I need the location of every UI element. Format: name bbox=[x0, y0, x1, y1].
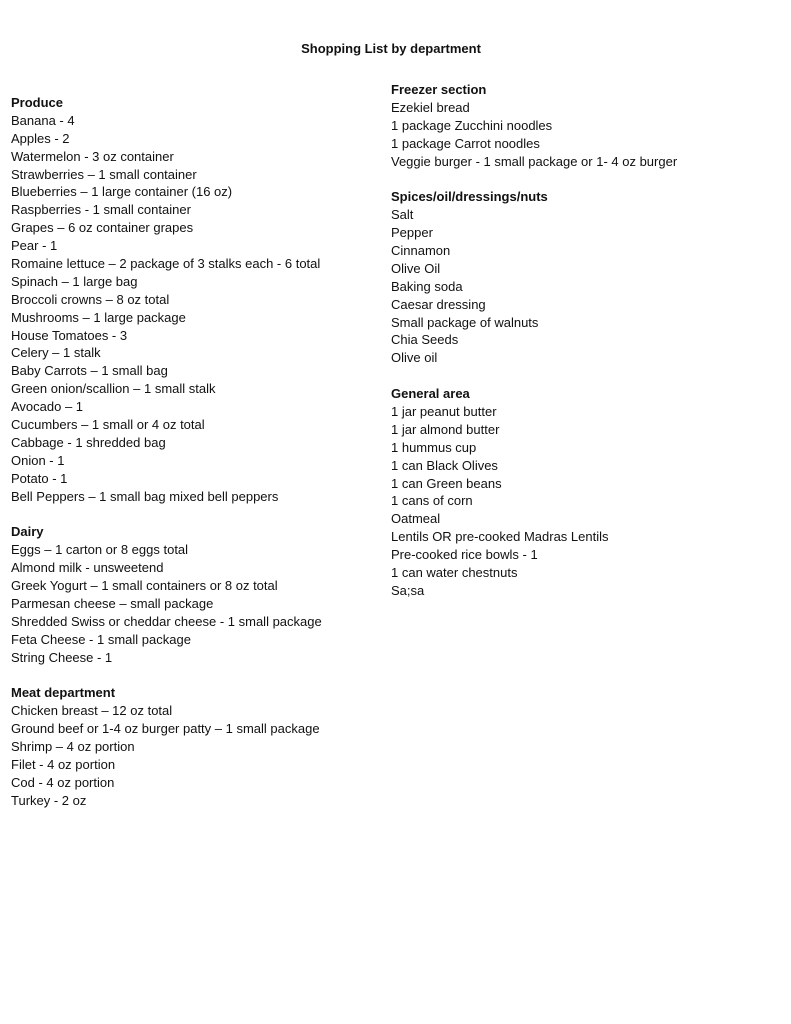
list-item: 1 package Zucchini noodles bbox=[391, 117, 553, 133]
right-column bbox=[391, 81, 761, 618]
list-item: Banana - 4 bbox=[11, 112, 75, 128]
list-item: Cinnamon bbox=[391, 243, 451, 259]
list-item: Watermelon - 3 oz container bbox=[11, 148, 174, 164]
list-item: Oatmeal bbox=[391, 511, 441, 527]
section-heading: Dairy bbox=[11, 524, 44, 540]
list-item: Pre-cooked rice bowls - 1 bbox=[391, 547, 538, 563]
list-item: String Cheese - 1 bbox=[11, 649, 113, 665]
list-item: Almond milk - unsweetend bbox=[11, 560, 164, 576]
list-item: 1 hummus cup bbox=[391, 439, 477, 455]
list-item: Pepper bbox=[391, 225, 433, 241]
section-freezer-section bbox=[391, 81, 761, 170]
list-item: Grapes – 6 oz container grapes bbox=[11, 220, 194, 236]
list-item: Baking soda bbox=[391, 278, 463, 294]
list-item: Shredded Swiss or cheddar cheese - 1 small package bbox=[11, 613, 322, 629]
list-item: 1 can water chestnuts bbox=[391, 565, 518, 581]
item-list bbox=[391, 206, 761, 367]
list-item: Chia Seeds bbox=[391, 332, 459, 348]
list-item: Apples - 2 bbox=[11, 130, 70, 146]
section-heading: Spices/oil/dressings/nuts bbox=[391, 189, 548, 205]
list-item: Raspberries - 1 small container bbox=[11, 202, 191, 218]
list-item: Small package of walnuts bbox=[391, 314, 539, 330]
list-item: Filet - 4 oz portion bbox=[11, 756, 116, 772]
item-list bbox=[11, 112, 381, 506]
list-item: Pear - 1 bbox=[11, 238, 58, 254]
section-produce bbox=[11, 94, 381, 505]
list-item: Broccoli crowns – 8 oz total bbox=[11, 291, 170, 307]
item-list bbox=[391, 99, 761, 171]
list-item: Mushrooms – 1 large package bbox=[11, 309, 186, 325]
list-item: Strawberries – 1 small container bbox=[11, 166, 197, 182]
item-list bbox=[11, 702, 381, 809]
section-dairy bbox=[11, 523, 381, 666]
list-item: Turkey - 2 oz bbox=[11, 792, 87, 808]
list-item: Cabbage - 1 shredded bag bbox=[11, 434, 166, 450]
list-item: Celery – 1 stalk bbox=[11, 345, 101, 361]
list-item: House Tomatoes - 3 bbox=[11, 327, 128, 343]
section-heading: Meat department bbox=[11, 685, 116, 701]
list-item: Baby Carrots – 1 small bag bbox=[11, 363, 168, 379]
left-column bbox=[11, 94, 381, 828]
section-heading: Freezer section bbox=[391, 82, 487, 97]
list-item: Olive Oil bbox=[391, 260, 441, 276]
list-item: Onion - 1 bbox=[11, 452, 65, 468]
list-item: Shrimp – 4 oz portion bbox=[11, 739, 135, 755]
list-item: Spinach – 1 large bag bbox=[11, 273, 138, 289]
list-item: Avocado – 1 bbox=[11, 399, 84, 415]
list-item: Parmesan cheese – small package bbox=[11, 595, 214, 611]
item-list bbox=[391, 403, 761, 600]
section-general-area bbox=[391, 385, 761, 600]
list-item: Romaine lettuce – 2 package of 3 stalks each - 6 total bbox=[11, 256, 321, 272]
list-item: Sa;sa bbox=[391, 582, 425, 598]
list-item: Salt bbox=[391, 207, 414, 223]
list-item: 1 package Carrot noodles bbox=[391, 135, 540, 151]
list-item: Blueberries – 1 large container (16 oz) bbox=[11, 184, 233, 200]
section-spices-oil-dressings-nuts bbox=[391, 188, 761, 367]
document-title: Shopping List by department bbox=[301, 41, 481, 56]
section-heading: Produce bbox=[11, 95, 64, 110]
list-item: Cod - 4 oz portion bbox=[11, 774, 115, 790]
list-item: Ground beef or 1-4 oz burger patty – 1 small package bbox=[11, 721, 320, 737]
list-item: Eggs – 1 carton or 8 eggs total bbox=[11, 542, 189, 558]
list-item: Olive oil bbox=[391, 350, 438, 366]
list-item: Lentils OR pre-cooked Madras Lentils bbox=[391, 529, 609, 545]
list-item: 1 jar peanut butter bbox=[391, 404, 497, 420]
list-item: Veggie burger - 1 small package or 1- 4 oz burger bbox=[391, 153, 678, 169]
list-item: Feta Cheese - 1 small package bbox=[11, 631, 191, 647]
section-heading: General area bbox=[391, 386, 470, 402]
section-meat-department bbox=[11, 684, 381, 809]
list-item: Green onion/scallion – 1 small stalk bbox=[11, 381, 216, 397]
list-item: Bell Peppers – 1 small bag mixed bell peppers bbox=[11, 488, 279, 504]
list-item: Potato - 1 bbox=[11, 470, 68, 486]
list-item: 1 jar almond butter bbox=[391, 421, 500, 437]
list-item: 1 cans of corn bbox=[391, 493, 473, 509]
item-list bbox=[11, 541, 381, 666]
list-item: 1 can Black Olives bbox=[391, 457, 498, 473]
list-item: Cucumbers – 1 small or 4 oz total bbox=[11, 417, 205, 433]
list-item: Ezekiel bread bbox=[391, 99, 470, 115]
list-item: Greek Yogurt – 1 small containers or 8 oz total bbox=[11, 578, 278, 594]
list-item: 1 can Green beans bbox=[391, 475, 502, 491]
list-item: Chicken breast – 12 oz total bbox=[11, 703, 173, 719]
list-item: Caesar dressing bbox=[391, 296, 486, 312]
